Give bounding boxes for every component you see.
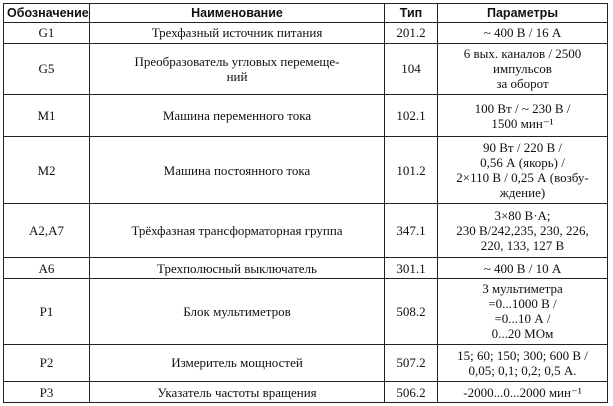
cell-designation: M1 [4, 94, 90, 137]
cell-parameters [438, 382, 608, 403]
name-line: Измеритель мощностей [171, 355, 303, 371]
table-row [4, 279, 608, 345]
param-line: за оборот [496, 76, 549, 92]
cell-name [90, 137, 385, 204]
table-header-row [4, 4, 608, 23]
cell-parameters [438, 137, 608, 204]
cell-type: 347.1 [385, 204, 438, 258]
param-line: 3 мультиметра [482, 281, 563, 297]
param-line: 90 Вт / 220 В / [483, 140, 562, 156]
param-line: 100 Вт / ~ 230 В / [474, 100, 571, 116]
cell-type: 104 [385, 43, 438, 94]
param-line: 0,56 А (якорь) / [480, 155, 565, 171]
cell-name [90, 23, 385, 44]
param-line: ~ 400 В / 10 А [483, 260, 562, 276]
table-row [4, 382, 608, 403]
cell-parameters [438, 279, 608, 345]
cell-type: 506.2 [385, 382, 438, 403]
cell-name [90, 382, 385, 403]
param-line: 6 вых. каналов / 2500 [463, 46, 582, 62]
param-line: ~ 400 В / 16 А [483, 25, 562, 41]
param-line: =0...1000 В / [488, 296, 557, 312]
name-line: Машина постоянного тока [163, 162, 311, 178]
document-page [3, 3, 607, 403]
cell-designation: P2 [4, 344, 90, 381]
cell-parameters [438, 23, 608, 44]
cell-designation: G5 [4, 43, 90, 94]
table-row [4, 204, 608, 258]
cell-designation: P1 [4, 279, 90, 345]
name-line: Трёхфазная трансформаторная группа [131, 223, 343, 239]
name-line: ний [226, 68, 248, 84]
equipment-table [3, 3, 608, 403]
param-line: 15; 60; 150; 300; 600 В / [457, 347, 588, 363]
cell-designation: P3 [4, 382, 90, 403]
name-line: Блок мультиметров [183, 303, 291, 319]
cell-type: 101.2 [385, 137, 438, 204]
param-line: 0,05; 0,1; 0,2; 0,5 А. [468, 362, 577, 378]
param-line: 0...20 МОм [491, 326, 554, 342]
cell-parameters [438, 94, 608, 137]
table-row [4, 94, 608, 137]
param-line: 1500 мин⁻¹ [491, 115, 554, 131]
cell-designation: M2 [4, 137, 90, 204]
param-line: =0...10 А / [494, 311, 551, 327]
cell-type: 507.2 [385, 344, 438, 381]
cell-type: 301.1 [385, 258, 438, 279]
cell-name [90, 94, 385, 137]
param-line: импульсов [493, 61, 552, 77]
cell-type: 102.1 [385, 94, 438, 137]
cell-name [90, 43, 385, 94]
table-row [4, 344, 608, 381]
name-line: Указатель частоты вращения [157, 384, 317, 400]
cell-designation: A6 [4, 258, 90, 279]
header-type: Тип [385, 4, 438, 23]
cell-designation: G1 [4, 23, 90, 44]
cell-type: 508.2 [385, 279, 438, 345]
name-line: Трехфазный источник питания [151, 25, 323, 41]
param-line: ждение) [499, 185, 546, 201]
table-row [4, 258, 608, 279]
param-line: 3×80 В·А; [494, 208, 551, 224]
cell-name [90, 204, 385, 258]
table-row [4, 23, 608, 44]
cell-type: 201.2 [385, 23, 438, 44]
param-line: 2×110 В / 0,25 А (возбу- [456, 170, 589, 186]
cell-parameters [438, 43, 608, 94]
cell-designation: A2,A7 [4, 204, 90, 258]
cell-parameters [438, 344, 608, 381]
name-line: Машина переменного тока [162, 108, 312, 124]
cell-name [90, 279, 385, 345]
param-line: 230 В/242,235, 230, 226, [456, 223, 589, 239]
header-designation: Обозначение [4, 4, 90, 23]
param-line: 220, 133, 127 В [480, 238, 565, 254]
name-line: Преобразователь угловых перемеще- [134, 53, 340, 69]
cell-name [90, 344, 385, 381]
cell-parameters [438, 204, 608, 258]
cell-parameters [438, 258, 608, 279]
table-row [4, 137, 608, 204]
cell-name [90, 258, 385, 279]
header-name: Наименование [90, 4, 385, 23]
header-parameters: Параметры [438, 4, 608, 23]
name-line: Трехполюсный выключатель [157, 260, 317, 276]
param-line: -2000...0...2000 мин⁻¹ [463, 384, 582, 400]
table-row [4, 43, 608, 94]
